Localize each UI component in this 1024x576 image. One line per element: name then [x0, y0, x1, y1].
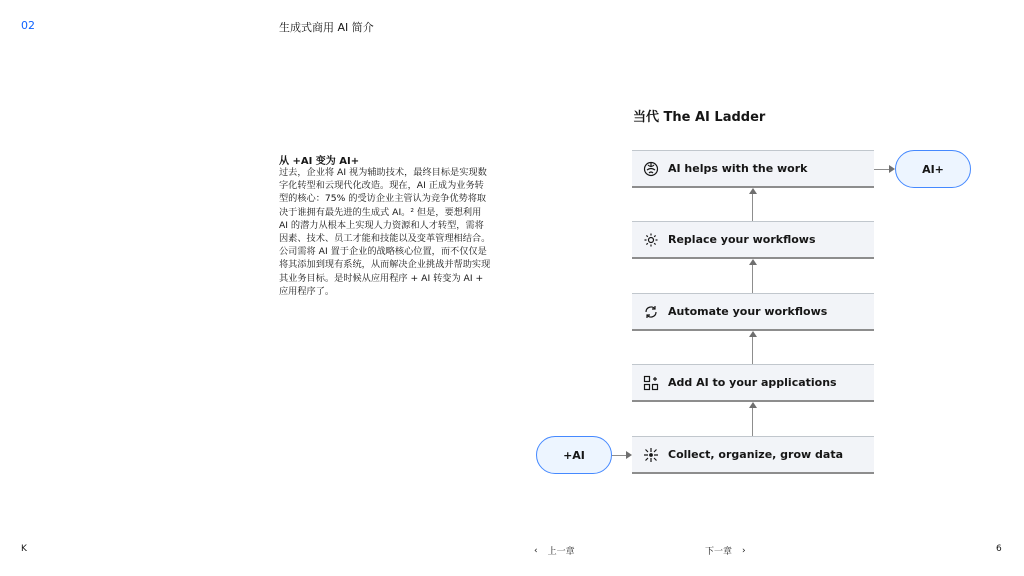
arrow-up-icon: [749, 188, 757, 194]
document-title: 生成式商用 AI 简介: [279, 21, 374, 34]
arrow-up-icon: [749, 402, 757, 408]
connector-line: [874, 169, 889, 170]
prev-chapter-button[interactable]: [534, 544, 575, 557]
ladder-step-collect-data: [632, 436, 874, 474]
next-chapter-button[interactable]: [705, 544, 746, 557]
apps-icon: [642, 374, 660, 392]
ladder-title: 当代 The AI Ladder: [633, 110, 766, 125]
brain-icon: [642, 160, 660, 178]
chevron-left-icon: ‹: [534, 545, 538, 556]
section-heading: 从 +AI 变为 AI+: [279, 156, 360, 167]
connector-line: [612, 455, 626, 456]
data-collect-icon: [642, 446, 660, 464]
footer-page-number: 6: [996, 544, 1002, 554]
connector-line: [752, 265, 753, 293]
arrow-up-icon: [749, 331, 757, 337]
end-pill: AI+: [895, 150, 971, 188]
ladder-step-label: Collect, organize, grow data: [668, 448, 843, 461]
prev-chapter-label: 上一章: [547, 547, 575, 557]
automation-icon: [642, 303, 660, 321]
ladder-step-add-ai-apps: [632, 364, 874, 402]
ladder-step-replace-workflows: [632, 221, 874, 259]
connector-line: [752, 194, 753, 221]
first-page-button[interactable]: K: [21, 544, 27, 554]
body-paragraph: 过去，企业将 AI 视为辅助技术，最终目标是实现数字化转型和云现代化改造。现在，AI 正成为业务转型的核心：75% 的受访企业主管认为竞争优势将取决于谁拥有最先进的生成式 AI。² 但是，要想利用 AI 的潜力从根本上实现人力资源和人才转型，需将因素、技术、员工才能和技能以及变革管理相结合。公司需将 AI 置于企业的战略核心位置，而不仅仅是将其添加到现有系统，从而解决企业挑战并帮助实现其业务目标。是时候从应用程序 + AI 转变为 AI + 应用程序了。: [279, 167, 491, 297]
connector-line: [752, 408, 753, 436]
connector-line: [752, 337, 753, 364]
arrow-right-icon: [626, 451, 632, 459]
chevron-right-icon: ›: [742, 545, 746, 556]
ladder-step-label: Add AI to your applications: [668, 376, 837, 389]
ladder-step-label: Replace your workflows: [668, 233, 816, 246]
start-pill: +AI: [536, 436, 612, 474]
gear-cycle-icon: [642, 231, 660, 249]
next-chapter-label: 下一章: [705, 547, 733, 557]
ladder-step-label: Automate your workflows: [668, 305, 828, 318]
arrow-up-icon: [749, 259, 757, 265]
ladder-step-label: AI helps with the work: [668, 162, 808, 175]
ladder-step-automate-workflows: [632, 293, 874, 331]
page-number: 02: [21, 19, 35, 32]
ladder-step-ai-helps: [632, 150, 874, 188]
